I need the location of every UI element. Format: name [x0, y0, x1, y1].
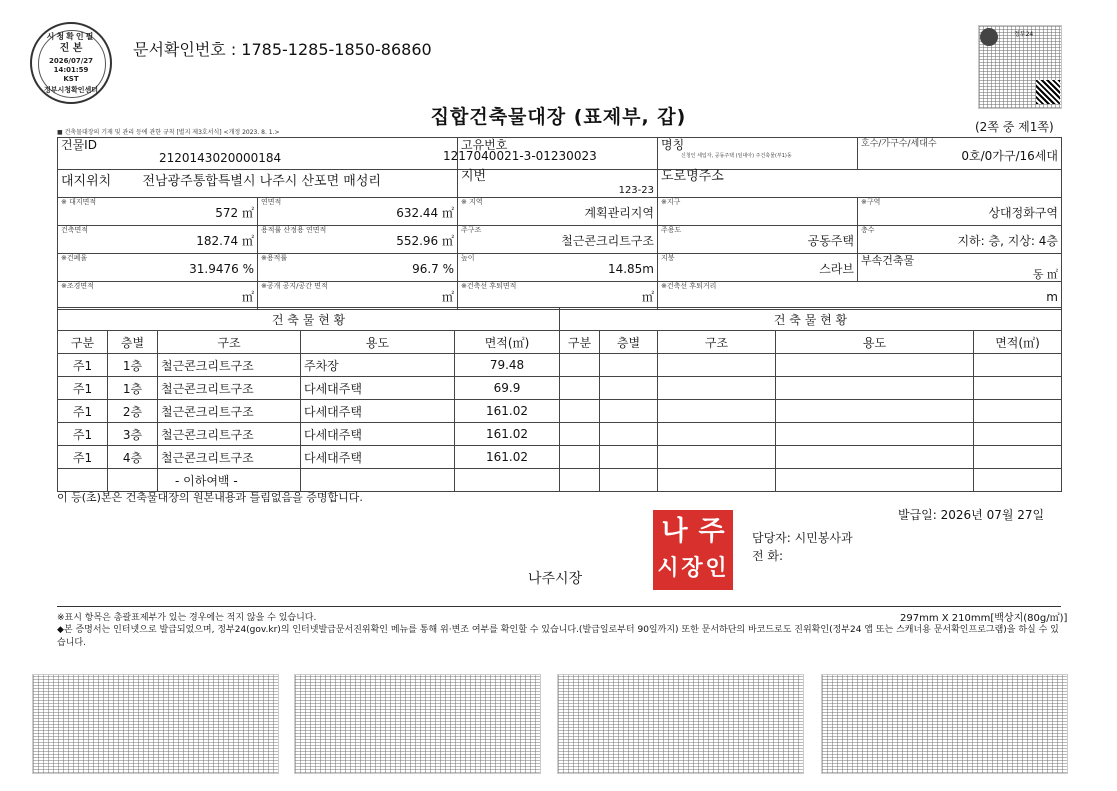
- table-cell: [560, 446, 600, 469]
- far-value: 96.7 %: [412, 262, 454, 276]
- stamp-char-2: 주: [698, 516, 725, 547]
- status-heading-row: [58, 308, 1062, 331]
- status-heading-left: 건 축 물 현 황: [58, 308, 560, 331]
- annex-cell: [858, 254, 1062, 282]
- road-cell: [658, 170, 1062, 198]
- lot-label: 지번: [461, 169, 487, 184]
- total-area-value: 632.44 ㎡: [396, 206, 454, 220]
- zone-value: 계획관리지역: [584, 206, 654, 220]
- far-area-value: 552.96 ㎡: [396, 234, 454, 248]
- road-label: 도로명주소: [661, 169, 724, 184]
- site-cell: [58, 170, 458, 198]
- table-cell: [776, 469, 974, 492]
- floors-cell: [858, 226, 1062, 254]
- building-id-cell: [58, 138, 458, 170]
- table-cell: 철근콘크리트구조: [158, 400, 301, 423]
- area-value: 상대정화구역: [988, 206, 1058, 220]
- status-heading-right: 건 축 물 현 황: [560, 308, 1062, 331]
- zone-label: ※ 지역: [461, 198, 483, 206]
- floors-label: 층수: [861, 226, 875, 234]
- table-cell: 161.02: [455, 423, 560, 446]
- column-header: 구분: [560, 331, 600, 354]
- table-cell: 철근콘크리트구조: [158, 446, 301, 469]
- issuer-name: 나주시장: [528, 571, 583, 587]
- total-area-label: 연면적: [261, 198, 282, 206]
- table-cell: [600, 423, 658, 446]
- table-cell: [560, 469, 600, 492]
- table-cell: 주차장: [301, 354, 455, 377]
- main-struct-label: 주구조: [461, 226, 482, 234]
- land-area-label: ※ 대지면적: [61, 198, 97, 206]
- building-id-label: 건물ID: [61, 138, 97, 152]
- column-header: 면적(㎡): [455, 331, 560, 354]
- column-header: 면적(㎡): [974, 331, 1062, 354]
- setback-dist-value: m: [1046, 290, 1058, 304]
- roof-label: 지붕: [661, 254, 675, 262]
- far-label: ※용적률: [261, 254, 288, 262]
- landscape-label: ※조경면적: [61, 282, 94, 290]
- unique-no-label: 고유번호: [461, 138, 508, 152]
- land-area-cell: [58, 198, 258, 226]
- table-cell: [974, 446, 1062, 469]
- roof-value: 스라브: [819, 262, 854, 276]
- barcode-4: [821, 674, 1068, 774]
- seal-line2: 진 본: [59, 43, 83, 54]
- setback-area-label: ※건축선 후퇴면적: [461, 282, 517, 290]
- table-row: [58, 354, 1062, 377]
- total-area-cell: [258, 198, 458, 226]
- height-label: 높이: [461, 254, 475, 262]
- column-header: 층별: [600, 331, 658, 354]
- bcr-value: 31.9476 %: [189, 262, 254, 276]
- far-area-cell: [258, 226, 458, 254]
- charge-person: 담당자: 시민봉사과: [752, 531, 853, 545]
- table-cell: 3층: [108, 423, 158, 446]
- column-header: 구조: [158, 331, 301, 354]
- table-cell: [658, 446, 776, 469]
- seal-line1: 시청확인필: [46, 32, 96, 41]
- setback-dist-label: ※건축선 후퇴거리: [661, 282, 717, 290]
- table-cell: [974, 354, 1062, 377]
- table-cell: [776, 400, 974, 423]
- landscape-value: ㎡: [241, 290, 254, 304]
- setback-area-cell: [458, 282, 658, 310]
- table-cell: [776, 354, 974, 377]
- seal-date: 2026/07/27: [48, 57, 94, 65]
- table-cell: 2층: [108, 400, 158, 423]
- table-cell: 주1: [58, 377, 108, 400]
- table-cell: 79.48: [455, 354, 560, 377]
- landscape-cell: [58, 282, 258, 310]
- column-header: 용도: [776, 331, 974, 354]
- column-header: 구분: [58, 331, 108, 354]
- annex-label: 부속건축물: [861, 254, 915, 267]
- table-cell: [600, 400, 658, 423]
- table-cell: [776, 423, 974, 446]
- name-label: 명칭: [661, 138, 685, 152]
- qr-code-icon: [1036, 80, 1060, 104]
- table-cell: [455, 469, 560, 492]
- height-cell: [458, 254, 658, 282]
- open-space-value: ㎡: [441, 290, 454, 304]
- far-cell: [258, 254, 458, 282]
- stamp-char-3: 시: [657, 556, 679, 581]
- column-header: 층별: [108, 331, 158, 354]
- bldg-area-label: 건축면적: [61, 226, 89, 234]
- units-value: 0호/0가구/16세대: [961, 149, 1058, 163]
- table-cell: 주1: [58, 446, 108, 469]
- table-cell: [658, 354, 776, 377]
- seal-org: 정부시청확인센터: [43, 86, 99, 94]
- table-row: [58, 423, 1062, 446]
- table-cell: 철근콘크리트구조: [158, 423, 301, 446]
- table-cell: [974, 377, 1062, 400]
- table-cell: [560, 400, 600, 423]
- land-area-value: 572 ㎡: [215, 206, 254, 220]
- building-status-table: [57, 307, 1062, 492]
- table-cell: 철근콘크리트구조: [158, 354, 301, 377]
- building-id-value: 2120143020000184: [159, 151, 282, 165]
- main-struct-value: 철근콘크리트구조: [561, 234, 654, 248]
- units-label: 호수/가구수/세대수: [861, 139, 937, 149]
- stamp-char-1: 나: [661, 516, 688, 547]
- table-cell: 161.02: [455, 400, 560, 423]
- area-cell: [858, 198, 1062, 226]
- table-cell: 철근콘크리트구조: [158, 377, 301, 400]
- zone-cell: [458, 198, 658, 226]
- table-cell: 1층: [108, 377, 158, 400]
- bldg-area-value: 182.74 ㎡: [196, 234, 254, 248]
- table-cell: 69.9: [455, 377, 560, 400]
- table-cell: [776, 377, 974, 400]
- seal-time: 14:01:59: [53, 66, 89, 74]
- footer-divider: [57, 606, 1061, 607]
- table-cell: 161.02: [455, 446, 560, 469]
- table-cell: 다세대주택: [301, 446, 455, 469]
- area-label: ※구역: [861, 198, 881, 206]
- gov-logo-icon: [980, 28, 998, 46]
- table-cell: [600, 354, 658, 377]
- name-sub: 신청인 세입자, 공동주택 (임대아) 주건축물(부1)동: [681, 153, 792, 159]
- table-cell: [974, 469, 1062, 492]
- stamp-char-4: 장: [681, 556, 703, 581]
- bldg-area-cell: [58, 226, 258, 254]
- column-header: 용도: [301, 331, 455, 354]
- main-struct-cell: [458, 226, 658, 254]
- main-use-cell: [658, 226, 858, 254]
- barcode-3: [557, 674, 804, 774]
- table-cell: [658, 469, 776, 492]
- table-cell: 4층: [108, 446, 158, 469]
- table-cell: [600, 469, 658, 492]
- bcr-cell: [58, 254, 258, 282]
- table-cell: [600, 446, 658, 469]
- column-header: 구조: [658, 331, 776, 354]
- certification-statement: 이 등(초)본은 건축물대장의 원본내용과 틀림없음을 증명합니다.: [57, 491, 363, 504]
- units-cell: [858, 138, 1062, 170]
- site-label: 대지위치: [61, 174, 112, 189]
- table-cell: [560, 377, 600, 400]
- table-cell: 주1: [58, 400, 108, 423]
- main-use-label: 주용도: [661, 226, 682, 234]
- footer-note-1: ※표시 항목은 총괄표제부가 있는 경우에는 적지 않을 수 있습니다.: [57, 613, 317, 623]
- setback-area-value: ㎡: [641, 290, 654, 304]
- status-header-row: [58, 331, 1062, 354]
- district-cell: [658, 198, 858, 226]
- table-cell: 주1: [58, 354, 108, 377]
- bcr-label: ※건폐율: [61, 254, 88, 262]
- barcode-2: [294, 674, 541, 774]
- page-count: (2쪽 중 제1쪽): [975, 120, 1054, 134]
- regulation-note: ■ 건축물대장의 기재 및 관리 등에 관한 규칙 [별지 제3호서식] <개정 2023. 8. 1.>: [57, 129, 280, 136]
- qr-label: 정부24: [1014, 31, 1034, 38]
- table-cell: [658, 400, 776, 423]
- table-cell: [658, 377, 776, 400]
- open-space-cell: [258, 282, 458, 310]
- table-cell: [658, 423, 776, 446]
- stamp-char-5: 인: [705, 556, 727, 581]
- mayor-official-stamp: [653, 510, 733, 590]
- district-label: ※지구: [661, 198, 681, 206]
- table-cell: 1층: [108, 354, 158, 377]
- page-title: 집합건축물대장 (표제부, 갑): [430, 106, 687, 128]
- far-area-label: 용적률 산정용 연면적: [261, 226, 327, 234]
- table-cell: [974, 400, 1062, 423]
- main-use-value: 공동주택: [807, 234, 854, 248]
- table-row: [58, 446, 1062, 469]
- issue-date: 발급일: 2026년 07월 27일: [898, 508, 1045, 522]
- unique-no-value: 1217040021-3-01230023: [443, 149, 597, 163]
- table-cell: 다세대주택: [301, 400, 455, 423]
- table-row: [58, 400, 1062, 423]
- open-space-label: ※공개 공지/공간 면적: [261, 282, 328, 290]
- roof-cell: [658, 254, 858, 282]
- barcode-1: [32, 674, 279, 774]
- phone: 전 화:: [752, 549, 784, 563]
- lot-cell: [458, 170, 658, 198]
- contact-block: [752, 529, 853, 565]
- height-value: 14.85m: [607, 262, 654, 276]
- seal-tz: KST: [63, 75, 79, 83]
- paper-spec: 297mm X 210mm[백상지(80g/㎡)]: [900, 613, 1068, 624]
- table-cell: 다세대주택: [301, 423, 455, 446]
- footer-note-2: ◆본 증명서는 인터넷으로 발급되었으며, 정부24(gov.kr)의 인터넷발급문서진위확인 메뉴를 통해 위·변조 여부를 확인할 수 있습니다.(발급일로부터 90일까지) 또한 문서하단의 바코드로도 진위확인(정부24 앱 또는 스캐너용 문서확인프로그램)을 하실 수 있습니다.: [57, 625, 1059, 648]
- table-cell: [974, 423, 1062, 446]
- floors-value: 지하: 층, 지상: 4층: [957, 234, 1058, 248]
- setback-dist-cell: [658, 282, 1062, 310]
- blank-note: - 이하여백 -: [175, 473, 238, 488]
- table-cell: [560, 354, 600, 377]
- certification-seal: [30, 22, 112, 104]
- table-cell: 다세대주택: [301, 377, 455, 400]
- site-value: 전남광주통합특별시 나주시 산포면 매성리: [142, 174, 381, 189]
- document-number: 문서확인번호 : 1785-1285-1850-86860: [133, 40, 432, 59]
- table-cell: [600, 377, 658, 400]
- annex-value: 동 ㎡: [1032, 268, 1058, 281]
- table-row: [58, 377, 1062, 400]
- table-cell: 주1: [58, 423, 108, 446]
- lot-value: 123-23: [618, 185, 654, 196]
- table-cell: [560, 423, 600, 446]
- table-cell: [776, 446, 974, 469]
- name-cell: [658, 138, 858, 170]
